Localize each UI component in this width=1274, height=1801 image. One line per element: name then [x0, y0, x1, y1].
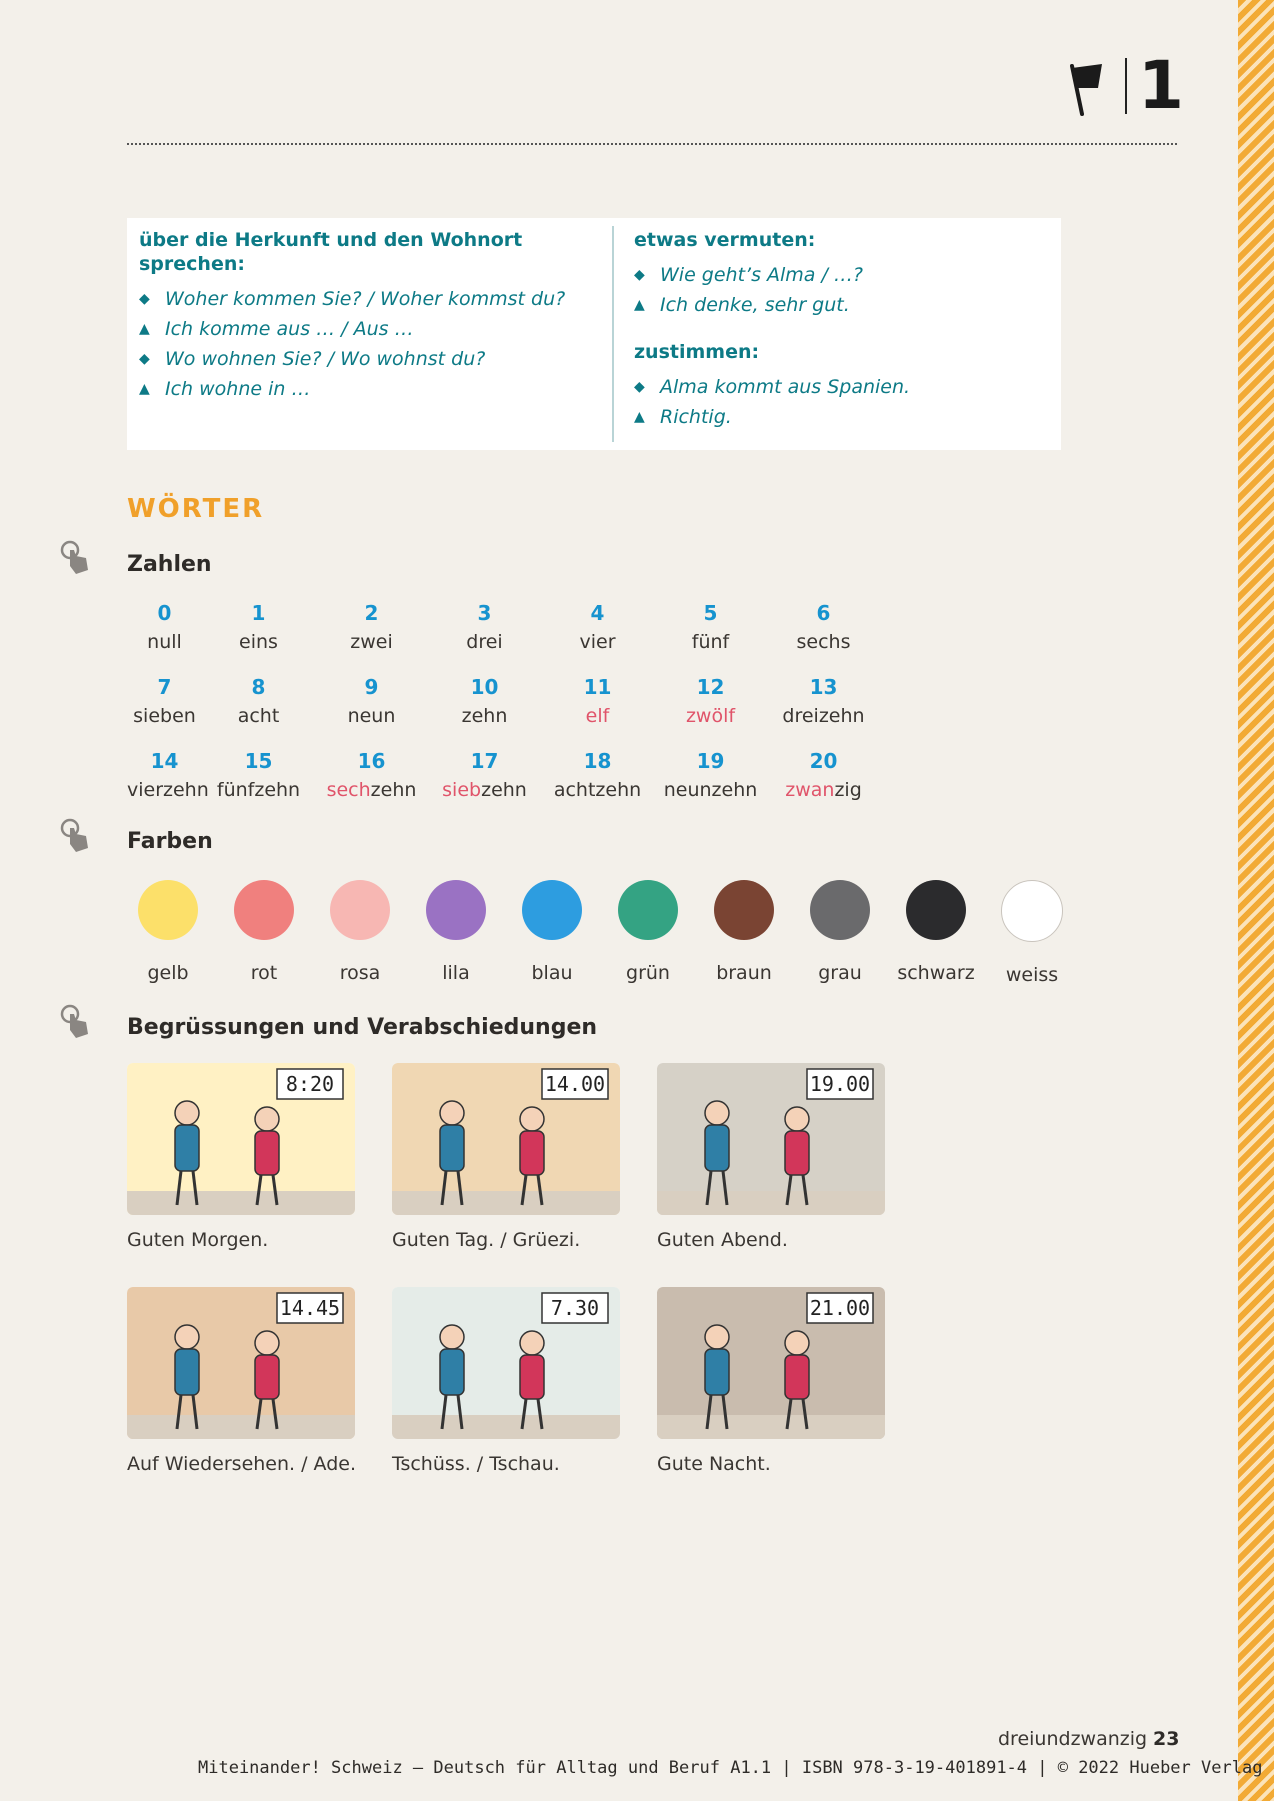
color-label: lila — [442, 962, 470, 984]
number-item — [541, 744, 654, 818]
phrase-column-left — [139, 226, 589, 404]
color-item-blau — [504, 880, 600, 986]
phrase-text: Wo wohnen Sie? / Wo wohnst du? — [165, 348, 486, 370]
number-word-irregular: zwölf — [685, 705, 736, 727]
number-word-prefix: sech — [326, 779, 371, 801]
greeting-card — [127, 1287, 357, 1475]
numbers-grid — [127, 596, 907, 818]
color-item-grün — [600, 880, 696, 986]
section-title-woerter: WÖRTER — [127, 494, 265, 524]
number-item — [654, 670, 767, 744]
number-digit: 9 — [364, 675, 379, 699]
numbers-row — [127, 596, 907, 670]
number-word-prefix: zwan — [785, 779, 835, 801]
greeting-card — [392, 1063, 622, 1251]
number-word: fünf — [691, 631, 730, 653]
phrase-line — [634, 402, 1064, 432]
number-word: dreizehn — [782, 705, 865, 727]
diamond-icon: ◆ — [634, 267, 645, 283]
phrase-line — [634, 290, 1064, 320]
color-label: gelb — [147, 962, 189, 984]
phrase-line — [139, 344, 589, 374]
color-label: blau — [531, 962, 573, 984]
phrase-line — [634, 260, 1064, 290]
greeting-card — [392, 1287, 622, 1475]
phrase-text: Woher kommen Sie? / Woher kommst du? — [165, 288, 566, 310]
number-digit: 7 — [157, 675, 172, 699]
number-word: eins — [239, 631, 278, 653]
clock-time: 21.00 — [809, 1296, 871, 1320]
greeting-card — [127, 1063, 357, 1251]
triangle-icon: ▲ — [139, 321, 150, 337]
phrase-heading: über die Herkunft und den Wohnort sprechen: — [139, 229, 523, 275]
number-item — [767, 596, 880, 670]
touch-hand-icon[interactable] — [58, 540, 92, 578]
diamond-icon: ◆ — [139, 291, 150, 307]
number-word: zwei — [350, 631, 393, 653]
color-item-schwarz — [888, 880, 984, 986]
touch-hand-icon[interactable] — [58, 818, 92, 856]
number-digit: 2 — [364, 601, 379, 625]
number-item — [202, 596, 315, 670]
number-word-prefix: sieb — [442, 779, 482, 801]
number-item — [541, 596, 654, 670]
color-item-braun — [696, 880, 792, 986]
number-word: zehn — [461, 705, 508, 727]
color-label: weiss — [1005, 964, 1059, 986]
number-item — [654, 744, 767, 818]
number-word — [428, 778, 541, 802]
number-digit: 11 — [583, 675, 612, 699]
number-item — [202, 744, 315, 818]
number-digit: 18 — [583, 749, 612, 773]
color-item-grau — [792, 880, 888, 986]
touch-hand-icon[interactable] — [58, 1004, 92, 1042]
number-digit: 3 — [477, 601, 492, 625]
phrase-text: Ich wohne in … — [165, 378, 311, 400]
phrase-text: Alma kommt aus Spanien. — [660, 376, 911, 398]
number-item — [315, 670, 428, 744]
number-digit: 8 — [251, 675, 266, 699]
number-digit: 20 — [809, 749, 838, 773]
number-item — [127, 744, 209, 818]
clock-time: 14.00 — [544, 1072, 606, 1096]
color-swatch — [234, 880, 294, 940]
unit-separator — [1125, 58, 1127, 114]
number-digit: 13 — [809, 675, 838, 699]
number-digit: 0 — [157, 601, 172, 625]
greeting-caption: Auf Wiedersehen. / Ade. — [127, 1453, 357, 1475]
greeting-caption: Tschüss. / Tschau. — [392, 1453, 560, 1475]
number-word — [767, 778, 880, 802]
number-digit: 15 — [244, 749, 273, 773]
number-word-irregular: elf — [585, 705, 610, 727]
number-word: drei — [466, 631, 503, 653]
number-item — [654, 596, 767, 670]
color-swatch — [522, 880, 582, 940]
number-item — [428, 670, 541, 744]
number-word: null — [147, 631, 182, 653]
phrase-line — [139, 314, 589, 344]
color-swatch — [618, 880, 678, 940]
greeting-illustration — [657, 1063, 885, 1215]
color-swatch — [426, 880, 486, 940]
number-item — [202, 670, 315, 744]
section-title-zahlen: Zahlen — [127, 552, 212, 577]
section-title-farben: Farben — [127, 829, 213, 854]
phrase-line — [139, 284, 589, 314]
section-title-begruessungen: Begrüssungen und Verabschiedungen — [127, 1015, 598, 1040]
number-item — [315, 744, 428, 818]
header-divider — [127, 143, 1177, 145]
numbers-row — [127, 670, 907, 744]
greeting-card — [657, 1287, 887, 1475]
number-item — [767, 670, 880, 744]
greeting-caption: Guten Tag. / Grüezi. — [392, 1229, 581, 1251]
color-label: grün — [626, 962, 670, 984]
number-word-suffix: zig — [834, 779, 862, 801]
number-word-suffix: zehn — [370, 779, 417, 801]
color-item-rosa — [312, 880, 408, 986]
number-digit: 5 — [703, 601, 718, 625]
triangle-icon: ▲ — [634, 409, 645, 425]
number-item — [541, 670, 654, 744]
side-stripe — [1238, 0, 1274, 1801]
color-swatch — [906, 880, 966, 940]
greeting-caption: Gute Nacht. — [657, 1453, 771, 1475]
page-number-word: dreiundzwanzig — [998, 1728, 1148, 1750]
number-item — [767, 744, 880, 818]
number-word — [315, 778, 428, 802]
phrase-column-right — [612, 226, 1064, 442]
imprint: Miteinander! Schweiz – Deutsch für Alltag und Beruf A1.1 | ISBN 978-3-19-401891-4 | © 2022 Hueber Verlag — [198, 1758, 1263, 1778]
numbers-row — [127, 744, 907, 818]
clock-time: 14.45 — [279, 1296, 341, 1320]
color-item-rot — [216, 880, 312, 986]
number-digit: 16 — [357, 749, 386, 773]
page-number: 23 — [1153, 1728, 1180, 1750]
phrase-text: Wie geht’s Alma / …? — [660, 264, 864, 286]
diamond-icon: ◆ — [634, 379, 645, 395]
greeting-illustration — [392, 1287, 620, 1439]
number-digit: 19 — [696, 749, 725, 773]
color-swatch — [330, 880, 390, 940]
number-digit: 1 — [251, 601, 266, 625]
clock-time: 19.00 — [809, 1072, 871, 1096]
number-digit: 12 — [696, 675, 725, 699]
color-label: grau — [818, 962, 862, 984]
triangle-icon: ▲ — [634, 297, 645, 313]
phrase-line — [139, 374, 589, 404]
greeting-illustration — [392, 1063, 620, 1215]
greeting-card — [657, 1063, 887, 1251]
greeting-caption: Guten Morgen. — [127, 1229, 269, 1251]
number-digit: 17 — [470, 749, 499, 773]
number-digit: 4 — [590, 601, 605, 625]
phrase-box — [127, 218, 1061, 450]
clock-time: 8:20 — [285, 1072, 335, 1096]
color-item-weiss — [984, 880, 1080, 986]
number-word: achtzehn — [553, 779, 642, 801]
greeting-illustration — [127, 1063, 355, 1215]
number-item — [127, 670, 202, 744]
number-word: neun — [347, 705, 396, 727]
triangle-icon: ▲ — [139, 381, 150, 397]
phrase-heading: etwas vermuten: — [634, 229, 816, 251]
color-swatches — [120, 880, 1080, 986]
color-swatch — [138, 880, 198, 940]
color-item-gelb — [120, 880, 216, 986]
phrase-text: Ich komme aus … / Aus … — [165, 318, 414, 340]
greeting-illustration — [657, 1287, 885, 1439]
number-word: fünfzehn — [216, 779, 301, 801]
color-label: rot — [250, 962, 278, 984]
color-swatch — [1001, 880, 1063, 942]
color-label: rosa — [339, 962, 381, 984]
color-label: braun — [716, 962, 772, 984]
color-label: schwarz — [897, 962, 975, 984]
number-digit: 14 — [150, 749, 179, 773]
diamond-icon: ◆ — [139, 351, 150, 367]
greeting-caption: Guten Abend. — [657, 1229, 788, 1251]
number-word: neunzehn — [663, 779, 758, 801]
number-digit: 6 — [816, 601, 831, 625]
number-word: sechs — [796, 631, 851, 653]
number-item — [428, 744, 541, 818]
number-word: vier — [579, 631, 616, 653]
flag-icon — [1062, 58, 1108, 118]
number-word: vierzehn — [127, 779, 209, 801]
color-item-lila — [408, 880, 504, 986]
number-item — [127, 596, 202, 670]
clock-time: 7.30 — [550, 1296, 600, 1320]
phrase-text: Ich denke, sehr gut. — [660, 294, 850, 316]
phrase-text: Richtig. — [660, 406, 732, 428]
color-swatch — [810, 880, 870, 940]
phrase-heading: zustimmen: — [634, 341, 760, 363]
number-item — [428, 596, 541, 670]
number-word: sieben — [133, 705, 196, 727]
unit-number: 1 — [1138, 47, 1184, 124]
number-digit: 10 — [470, 675, 499, 699]
greeting-illustration — [127, 1287, 355, 1439]
phrase-line — [634, 372, 1064, 402]
number-item — [315, 596, 428, 670]
number-word: acht — [237, 705, 280, 727]
number-word-suffix: zehn — [481, 779, 527, 801]
color-swatch — [714, 880, 774, 940]
